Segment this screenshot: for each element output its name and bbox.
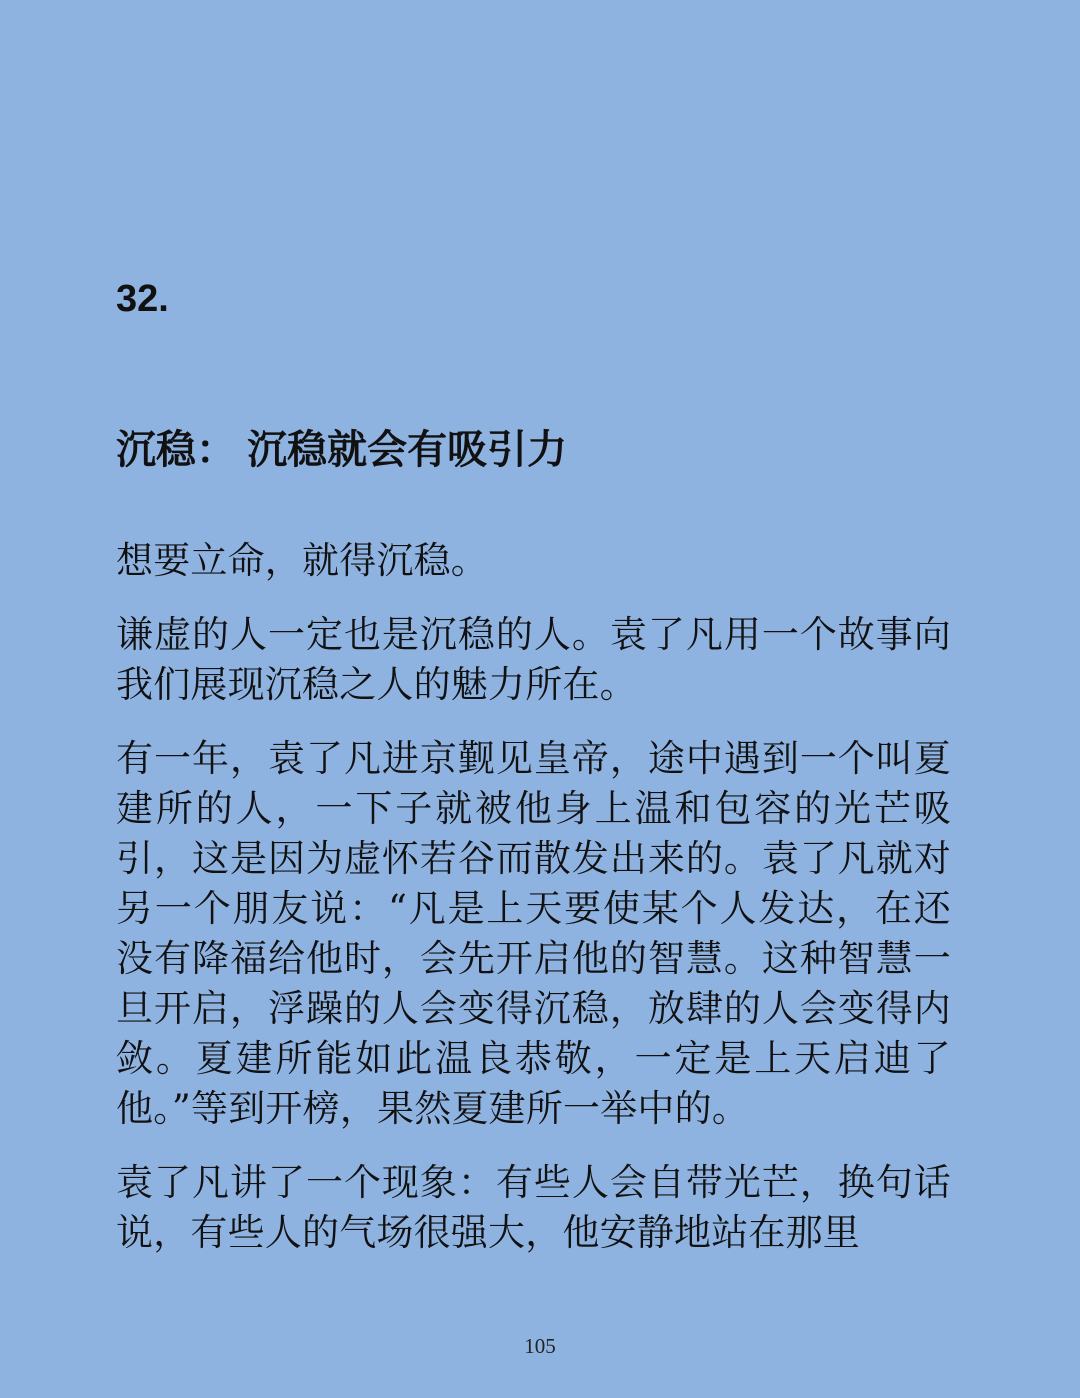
body-text xyxy=(116,536,951,1282)
paragraph: 谦虚的人一定也是沉稳的人。袁了凡用一个故事向我们展现沉稳之人的魅力所在。 xyxy=(116,613,951,706)
page-number: 105 xyxy=(524,1334,556,1358)
section-title: 沉稳： 沉稳就会有吸引力 xyxy=(116,428,568,472)
paragraph: 想要立命，就得沉稳。 xyxy=(116,539,488,582)
paragraph: 有一年，袁了凡进京觐见皇帝，途中遇到一个叫夏建所的人，一下子就被他身上温和包容的光芒吸引，这是因为虚怀若谷而散发出来的。袁了凡就对另一个朋友说：“凡是上天要使某个人发达，在还没有降福给他时，会先开启他的智慧。这种智慧一旦开启，浮躁的人会变得沉稳，放肆的人会变得内敛。夏建所能如此温良恭敬，一定是上天启迪了他。”等到开榜，果然夏建所一举中的。 xyxy=(116,737,951,1130)
paragraph: 袁了凡讲了一个现象：有些人会自带光芒，换句话说，有些人的气场很强大，他安静地站在那里 xyxy=(116,1161,951,1254)
section-number: 32. xyxy=(116,278,169,320)
